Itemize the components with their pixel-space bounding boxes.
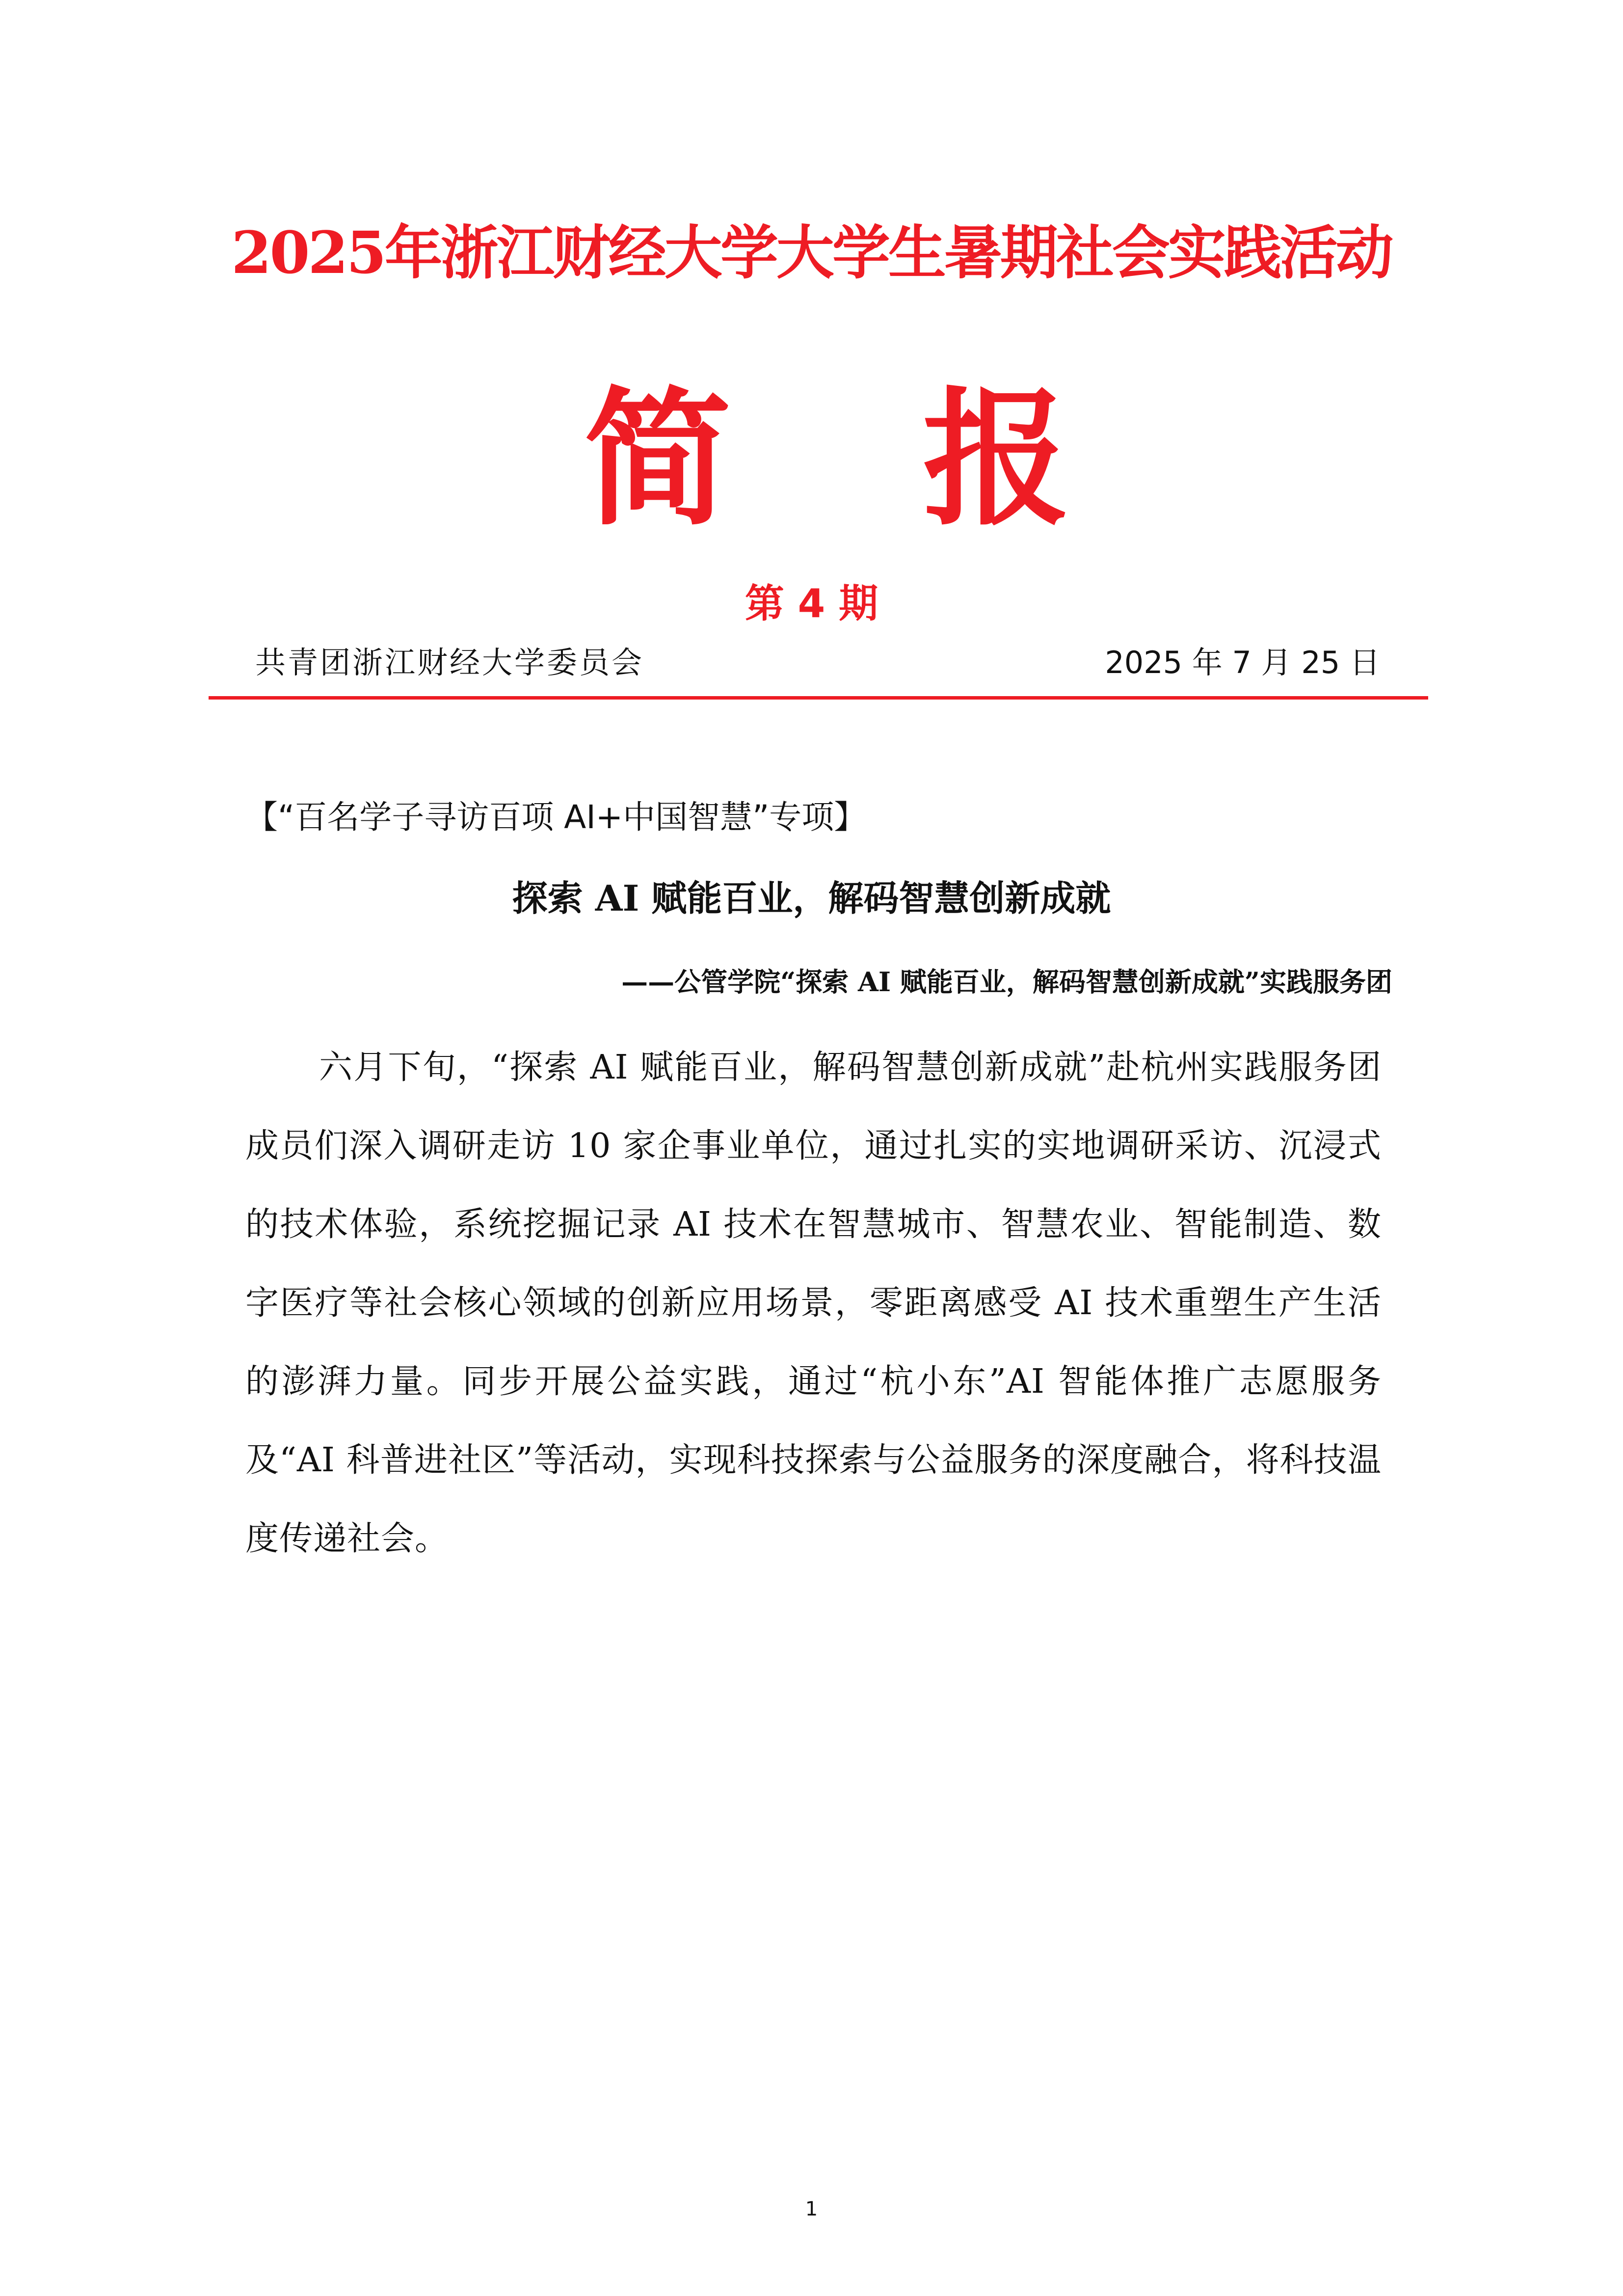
header-divider xyxy=(209,696,1428,700)
article-title: 探索 AI 赋能百业，解码智慧创新成就 xyxy=(512,877,1111,919)
bulletin-label-char-bao: 报 xyxy=(923,372,1070,545)
bulletin-header-title: 2025年浙江财经大学大学生暑期社会实践活动 xyxy=(231,218,1392,287)
issue-number: 第 4 期 xyxy=(745,581,878,626)
issuer-name: 共青团浙江财经大学委员会 xyxy=(255,645,644,680)
page-number: 1 xyxy=(805,2198,818,2220)
bulletin-label-char-jian: 简 xyxy=(584,372,731,545)
article-subtitle: ——公管学院“探索 AI 赋能百业，解码智慧创新成就”实践服务团 xyxy=(621,966,1392,998)
section-tag: 【“百名学子寻访百项 AI+中国智慧”专项】 xyxy=(245,798,867,836)
article-body-paragraph: 六月下旬，“探索 AI 赋能百业，解码智慧创新成就”赴杭州实践服务团成员们深入调研走访 10 家企事业单位，通过扎实的实地调研采访、沉浸式的技术体验，系统挖掘记录 AI 技术在智慧城市、智慧农业、智能制造、数字医疗等社会核心领域的创新应用场景，零距离感受 AI 技术重塑生产生活的澎湃力量。同步开展公益实践，通过“杭小东”AI 智能体推广志愿服务及“AI 科普进社区”等活动，实现科技探索与公益服务的深度融合，将科技温度传递社会。 xyxy=(245,1048,1382,1558)
issue-date: 2025 年 7 月 25 日 xyxy=(1105,645,1380,680)
